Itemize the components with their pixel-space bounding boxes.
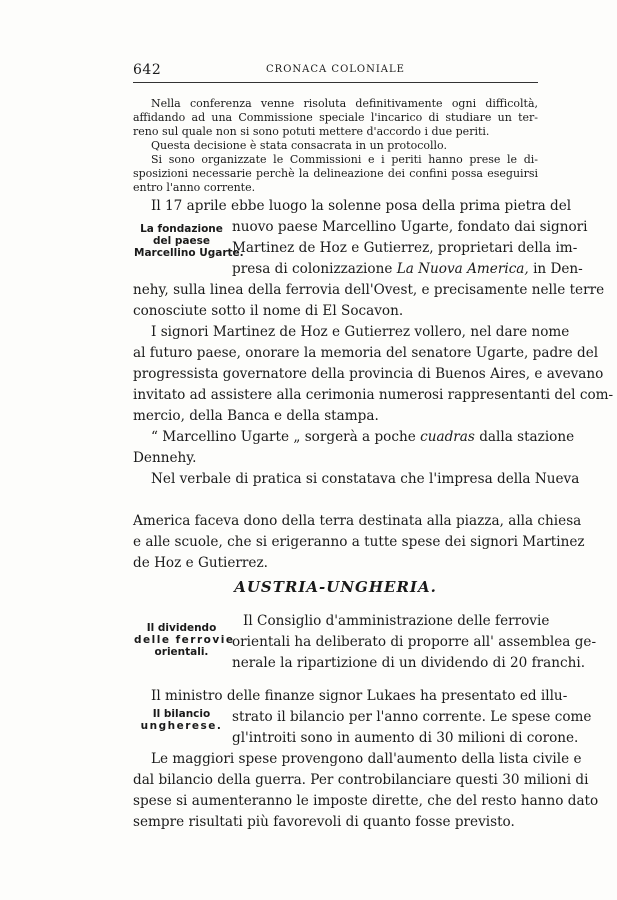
text-line: Si sono organizzate le Commissioni e i periti hanno prese le di- [151,153,538,166]
text-line: al futuro paese, onorare la memoria del senatore Ugarte, padre del [133,345,599,361]
text-line: reno sul quale non si sono potuti mettere d'accordo i due periti. [133,125,490,138]
text-line: Il Consiglio d'amministrazione delle ferrovie [243,613,550,629]
margin-note-line: orientali. [154,646,209,658]
text-fragment: dalla stazione [479,429,575,445]
italic-title: La Nuova America, [396,261,529,277]
text-line: nuovo paese Marcellino Ugarte, fondato dai signori [232,219,588,235]
text-line: Nel verbale di pratica si constatava che l'impresa della Nueva [151,471,580,487]
text-line: progressista governatore della provincia di Buenos Aires, e avevano [133,366,604,382]
text-line: gl'introiti sono in aumento di 30 milioni di corone. [232,730,579,746]
margin-note-bilancio [134,708,229,732]
italic-word: cuadras [420,429,475,445]
text-line: I signori Martinez de Hoz e Gutierrez vollero, nel dare nome [151,324,570,340]
text-line [232,261,583,277]
text-fragment: in Den- [533,261,583,277]
text-line: Dennehy. [133,450,197,466]
margin-note-dividendo [134,622,235,658]
text-fragment: presa di colonizzazione [232,261,393,277]
text-line: sposizioni necessarie perchè la delineazione dei confini possa eseguirsi [133,167,538,180]
text-line: America faceva dono della terra destinata alla piazza, alla chiesa [133,513,582,529]
text-line: Le maggiori spese provengono dall'aumento della lista civile e [151,751,582,767]
text-fragment: “ Marcellino Ugarte „ sorgerà a poche [151,429,416,445]
text-line: spese si aumenteranno le imposte dirette, che del resto hanno dato [133,793,599,809]
text-line: sempre risultati più favorevoli di quanto fosse previsto. [133,814,515,830]
text-line: Questa decisione è stata consacrata in un protocollo. [151,139,447,152]
text-line: Martinez de Hoz e Gutierrez, proprietari della im- [232,240,578,256]
text-line: orientali ha deliberato di proporre all' assemblea ge- [232,634,597,650]
section-heading: AUSTRIA-UNGHERIA. [234,578,437,596]
text-line: de Hoz e Gutierrez. [133,555,268,571]
text-line: dal bilancio della guerra. Per controbilanciare questi 30 milioni di [133,772,589,788]
text-line: entro l'anno corrente. [133,181,256,194]
text-line: Nella conferenza venne risoluta definitivamente ogni difficoltà, [151,97,538,110]
text-line: invitato ad assistere alla cerimonia numerosi rappresentanti del com- [133,387,614,403]
margin-note-line: Il dividendo [146,622,217,634]
margin-note-line: Il bilancio [152,708,211,720]
margin-note-line: ungherese. [140,720,223,732]
text-line: e alle scuole, che si erigeranno a tutte spese dei signori Martinez [133,534,585,550]
text-line: strato il bilancio per l'anno corrente. Le spese come [232,709,592,725]
text-line: affidando ad una Commissione speciale l'incarico di studiare un ter- [133,111,538,124]
text-line: Il ministro delle finanze signor Lukaes ha presentato ed illu- [151,688,568,704]
text-line: Il 17 aprile ebbe luogo la solenne posa della prima pietra del [151,198,572,214]
margin-note-line: Marcellino Ugarte. [134,247,244,259]
text-line: nerale la ripartizione di un dividendo di 20 franchi. [232,655,586,671]
margin-note-line: delle ferrovie [134,634,235,646]
running-header [133,62,538,84]
margin-note-line: La fondazione [140,223,223,235]
text-line: conosciute sotto il nome di El Socavon. [133,303,404,319]
margin-note-fondazione [134,223,244,259]
margin-note-line: del paese [153,235,210,247]
header-rule [133,82,538,83]
text-line [133,429,575,445]
page-number: 642 [133,62,162,78]
text-line: mercio, della Banca e della stampa. [133,408,379,424]
text-line: nehy, sulla linea della ferrovia dell'Ovest, e precisamente nelle terre [133,282,605,298]
running-title: CRONACA COLONIALE [266,64,405,75]
